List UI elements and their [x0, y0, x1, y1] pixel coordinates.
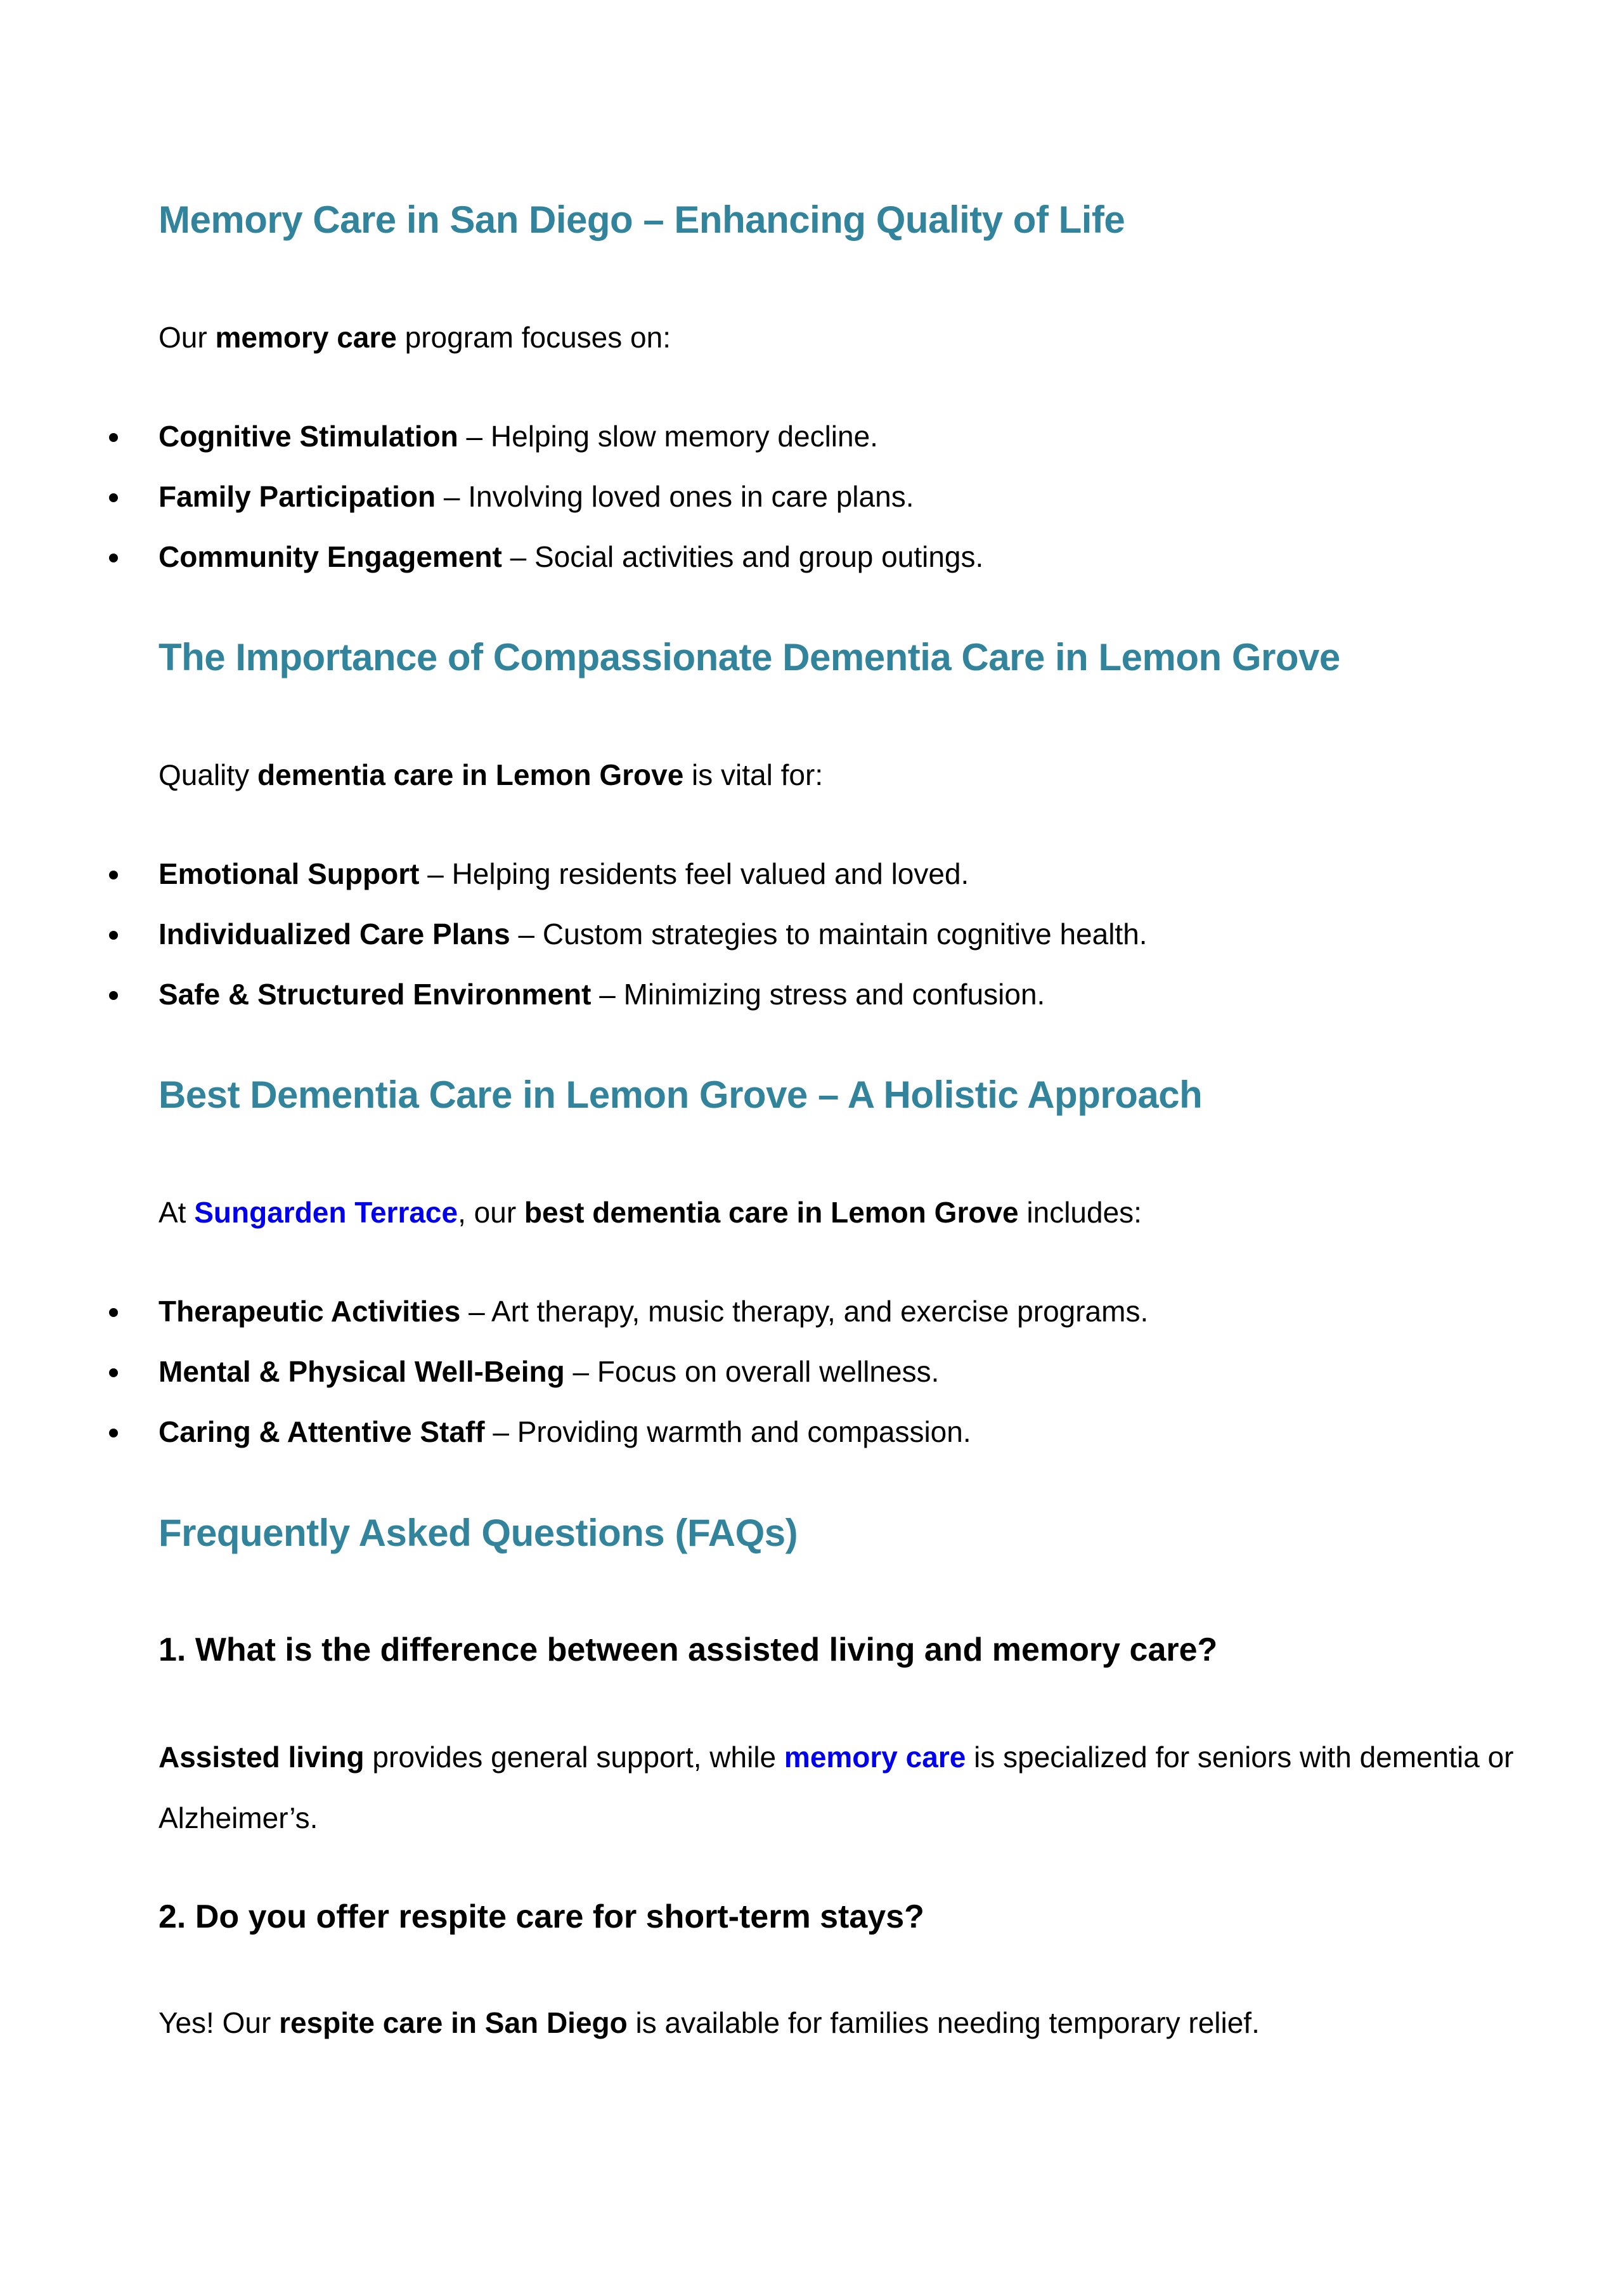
bullet-icon [109, 433, 118, 442]
bullet-icon [109, 1429, 118, 1437]
item-desc: – Art therapy, music therapy, and exercise programs. [460, 1295, 1149, 1328]
intro-text: Our [158, 321, 216, 354]
item-term: Emotional Support [158, 857, 420, 890]
list-item [0, 904, 1522, 964]
intro-text: , our [458, 1196, 524, 1229]
intro-text: Quality [158, 758, 257, 791]
item-term: Community Engagement [158, 540, 502, 573]
memory-care-link[interactable]: memory care [784, 1741, 966, 1774]
bullet-list-holistic-approach [0, 1281, 1522, 1462]
item-desc: – Involving loved ones in care plans. [436, 480, 914, 513]
list-item [0, 467, 1522, 527]
intro-bold: dementia care in Lemon Grove [257, 758, 684, 791]
item-desc: – Social activities and group outings. [501, 540, 984, 573]
bullet-icon [109, 991, 118, 1000]
item-term: Safe & Structured Environment [158, 978, 592, 1011]
section-heading-holistic-approach: Best Dementia Care in Lemon Grove – A Holistic Approach [158, 1073, 1203, 1116]
item-term: Therapeutic Activities [158, 1295, 461, 1328]
section-intro-holistic-approach [158, 1182, 1142, 1243]
section-heading-compassionate-care: The Importance of Compassionate Dementia Care in Lemon Grove [158, 636, 1340, 678]
intro-bold: best dementia care in Lemon Grove [524, 1196, 1019, 1229]
item-term: Cognitive Stimulation [158, 420, 458, 453]
bullet-list-compassionate-care [0, 844, 1522, 1025]
list-item [0, 844, 1522, 904]
list-item [0, 406, 1522, 467]
faq-answer-2 [158, 1992, 1260, 2053]
item-term: Family Participation [158, 480, 436, 513]
bullet-icon [109, 871, 118, 879]
item-term: Mental & Physical Well-Being [158, 1355, 565, 1388]
section-intro-memory-care [158, 307, 671, 368]
list-item [0, 964, 1522, 1025]
item-desc: – Helping residents feel valued and loved. [419, 857, 969, 890]
faq-question-2: 2. Do you offer respite care for short-term stays? [158, 1898, 924, 1935]
item-desc: – Helping slow memory decline. [458, 420, 878, 453]
faq-answer-1 [158, 1727, 1534, 1848]
bullet-icon [109, 1368, 118, 1377]
section-intro-compassionate-care [158, 744, 823, 805]
intro-bold: memory care [215, 321, 397, 354]
item-desc: – Focus on overall wellness. [564, 1355, 940, 1388]
item-desc: – Minimizing stress and confusion. [591, 978, 1045, 1011]
item-term: Individualized Care Plans [158, 918, 510, 950]
list-item [0, 1402, 1522, 1462]
bullet-icon [109, 554, 118, 562]
answer-bold: respite care in San Diego [279, 2006, 628, 2039]
intro-text: includes: [1018, 1196, 1142, 1229]
intro-text: is vital for: [683, 758, 824, 791]
bullet-icon [109, 931, 118, 940]
answer-text: is available for families needing temporary relief. [627, 2006, 1260, 2039]
answer-text: is specialized for seniors with dementia or Alzheimer’s. [158, 1741, 1514, 1834]
section-heading-memory-care: Memory Care in San Diego – Enhancing Quality of Life [158, 198, 1125, 241]
intro-text: program focuses on: [396, 321, 671, 354]
bullet-list-memory-care [0, 406, 1522, 587]
faq-heading: Frequently Asked Questions (FAQs) [158, 1512, 798, 1554]
list-item [0, 1342, 1522, 1402]
answer-bold: Assisted living [158, 1741, 365, 1774]
intro-text: At [158, 1196, 195, 1229]
sungarden-terrace-link[interactable]: Sungarden Terrace [194, 1196, 458, 1229]
item-term: Caring & Attentive Staff [158, 1415, 485, 1448]
item-desc: – Custom strategies to maintain cognitive health. [510, 918, 1148, 950]
item-desc: – Providing warmth and compassion. [484, 1415, 971, 1448]
answer-text: provides general support, while [364, 1741, 784, 1774]
list-item [0, 1281, 1522, 1342]
answer-text: Yes! Our [158, 2006, 280, 2039]
bullet-icon [109, 493, 118, 502]
list-item [0, 527, 1522, 587]
bullet-icon [109, 1308, 118, 1317]
faq-question-1: 1. What is the difference between assisted living and memory care? [158, 1631, 1218, 1668]
